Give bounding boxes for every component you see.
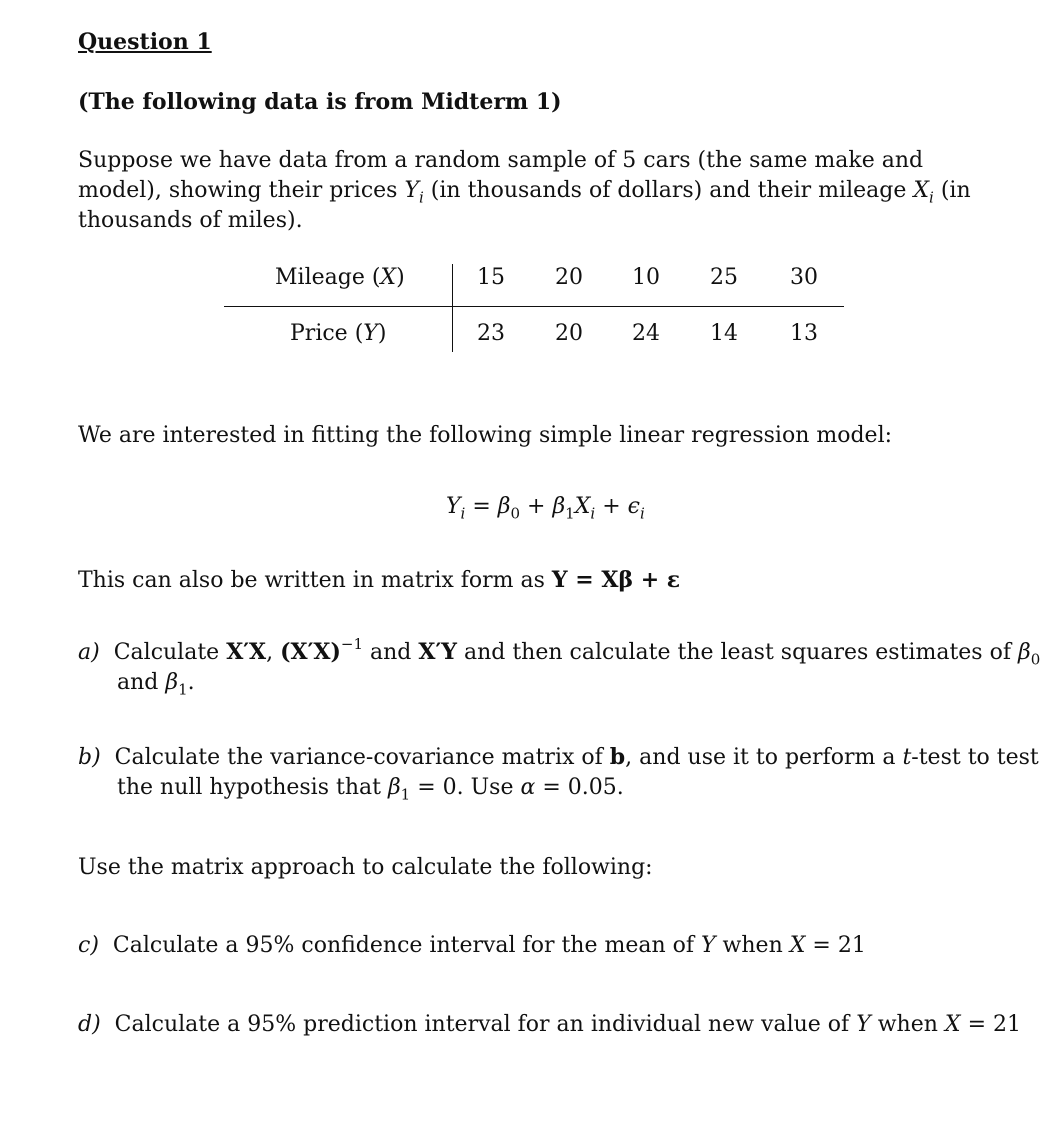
question-d: d) Calculate a 95% prediction interval for an individual new value of Y when X = 21	[78, 1012, 1021, 1037]
intro-paragraph: Suppose we have data from a random sample of 5 cars (the same make and model), showing their prices $Y_i$ (in thousands of dollars) and their mileage $X_i$ (in thousands of miles).	[78, 148, 971, 233]
question-b: b) Calculate the variance-covariance matrix of b, and use it to perform a t-test to test the null hypothesis that $\beta_1 = 0$. Use α = 0.05.	[78, 744, 1039, 804]
question-heading: Question 1	[78, 29, 212, 55]
price-cell: 14	[710, 321, 738, 346]
matrix-approach-text: Use the matrix approach to calculate the following:	[78, 855, 653, 880]
matrix-form-text: This can also be written in matrix form as Y = Xβ + ε	[78, 567, 681, 593]
mileage-cell: 30	[790, 265, 818, 290]
price-cell: 24	[632, 321, 660, 346]
mileage-cell: 15	[477, 265, 505, 290]
question-a: a) Calculate X′X, $(X'X)^{-1}$ and X′Y and then calculate the least squares estimates of $\beta_0$ and $\beta_1$.	[78, 634, 1041, 699]
table-vertical-rule	[452, 264, 453, 352]
mileage-cell: 25	[710, 265, 738, 290]
price-row-label: Price (Y)	[290, 321, 387, 346]
table-horizontal-rule	[224, 306, 844, 307]
mileage-cell: 20	[555, 265, 583, 290]
mileage-cell: 10	[632, 265, 660, 290]
mileage-row-label: Mileage (X)	[275, 265, 405, 290]
data-source-note: (The following data is from Midterm 1)	[78, 89, 562, 115]
price-cell: 13	[790, 321, 818, 346]
price-cell: 20	[555, 321, 583, 346]
data-table	[224, 258, 844, 353]
regression-equation: $Y_i = \beta_0 + \beta_1X_i + \epsilon_i$	[446, 494, 645, 523]
model-intro-text: We are interested in fitting the following simple linear regression model:	[78, 423, 893, 448]
question-c: c) Calculate a 95% confidence interval for the mean of Y when X = 21	[78, 933, 866, 958]
price-cell: 23	[477, 321, 505, 346]
